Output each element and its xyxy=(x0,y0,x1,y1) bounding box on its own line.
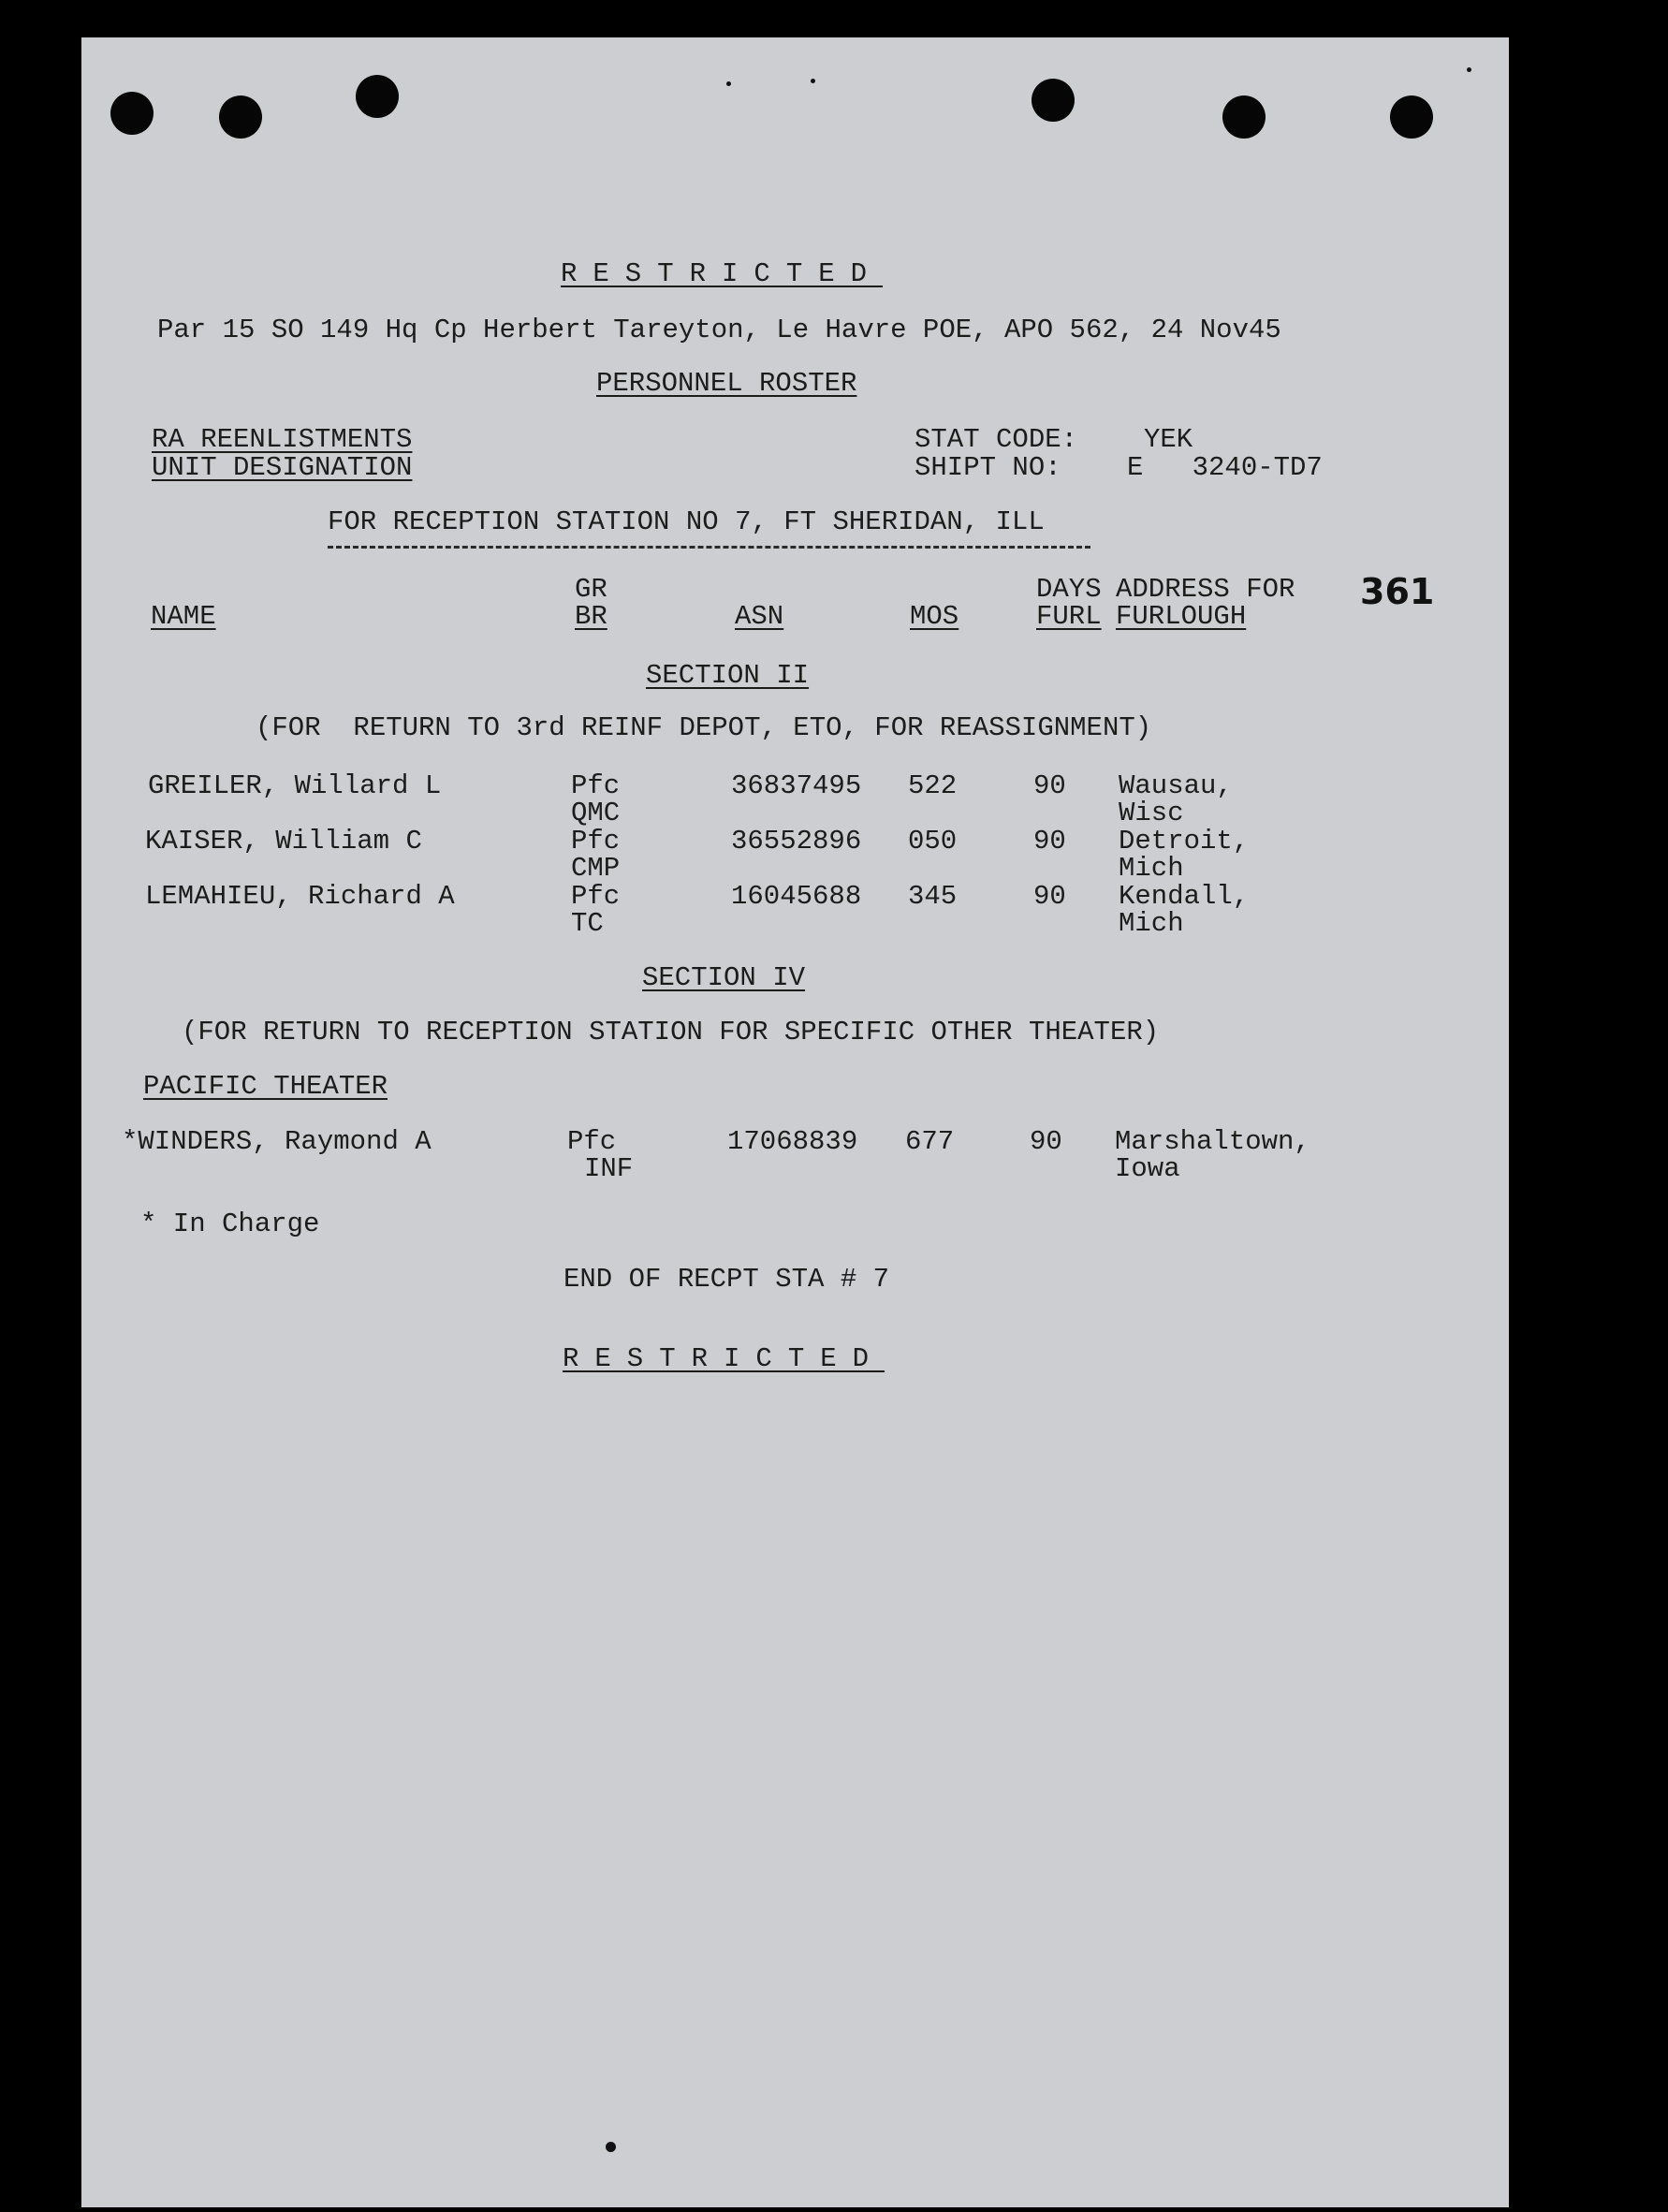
table-row-mos: 677 xyxy=(905,1126,955,1157)
stat-code-label: STAT CODE: xyxy=(914,424,1078,455)
table-row-address-state: Mich xyxy=(1119,853,1184,884)
classification-footer: RESTRICTED xyxy=(563,1343,885,1374)
destination-dashed-rule xyxy=(328,546,1090,549)
table-row-mos: 050 xyxy=(908,826,958,857)
table-row-name: *WINDERS, Raymond A xyxy=(122,1126,432,1157)
col-mos-header: MOS xyxy=(910,601,959,632)
left-block-line1: RA REENLISTMENTS xyxy=(152,424,413,455)
col-asn-header: ASN xyxy=(735,601,784,632)
stat-code-value: YEK xyxy=(1144,424,1193,455)
table-row-gr: Pfc xyxy=(571,770,621,801)
punch-hole xyxy=(1390,95,1433,139)
table-row-gr: Pfc xyxy=(571,826,621,857)
ink-speck xyxy=(1467,67,1471,72)
table-row-br: QMC xyxy=(571,798,621,828)
punch-hole xyxy=(219,95,262,139)
ink-speck xyxy=(811,79,815,83)
table-row-br: CMP xyxy=(571,853,621,884)
table-row-address: Kendall, xyxy=(1119,881,1250,912)
table-row-mos: 522 xyxy=(908,770,958,801)
table-row-days: 90 xyxy=(1030,1126,1062,1157)
footnote: * In Charge xyxy=(140,1209,320,1239)
table-row-address-state: Mich xyxy=(1119,908,1184,939)
punch-hole xyxy=(110,92,154,135)
table-row-days: 90 xyxy=(1033,770,1066,801)
col-days-header: DAYS xyxy=(1036,574,1102,605)
punch-hole xyxy=(356,75,399,118)
destination-line: FOR RECEPTION STATION NO 7, FT SHERIDAN, ILL xyxy=(328,506,1045,537)
section-iv-subtitle: (FOR RETURN TO RECEPTION STATION FOR SPECIFIC OTHER THEATER) xyxy=(182,1017,1160,1047)
document-page xyxy=(81,37,1509,2207)
ink-speck xyxy=(606,2142,616,2152)
col-gr-header: GR xyxy=(575,574,607,605)
section-iv-title: SECTION IV xyxy=(642,962,806,993)
table-row-name: LEMAHIEU, Richard A xyxy=(145,881,455,912)
table-row-mos: 345 xyxy=(908,881,958,912)
table-row-address: Marshaltown, xyxy=(1115,1126,1310,1157)
page-number: 361 xyxy=(1360,571,1435,612)
table-row-address-state: Wisc xyxy=(1119,798,1184,828)
col-br-header: BR xyxy=(575,601,607,632)
col-furlough-header: FURLOUGH xyxy=(1116,601,1247,632)
section-ii-subtitle: (FOR RETURN TO 3rd REINF DEPOT, ETO, FOR REASSIGNMENT) xyxy=(256,712,1152,743)
table-row-asn: 17068839 xyxy=(727,1126,858,1157)
pacific-theater-heading: PACIFIC THEATER xyxy=(143,1071,388,1102)
section-ii-title: SECTION II xyxy=(646,660,810,691)
table-row-days: 90 xyxy=(1033,881,1066,912)
table-row-asn: 36837495 xyxy=(731,770,862,801)
table-row-br: INF xyxy=(584,1153,634,1184)
col-furl-header: FURL xyxy=(1036,601,1102,632)
table-row-asn: 16045688 xyxy=(731,881,862,912)
order-reference: Par 15 SO 149 Hq Cp Herbert Tareyton, Le Havre POE, APO 562, 24 Nov45 xyxy=(157,315,1281,345)
ink-speck xyxy=(726,81,731,86)
col-name-header: NAME xyxy=(151,601,216,632)
table-row-days: 90 xyxy=(1033,826,1066,857)
table-row-gr: Pfc xyxy=(571,881,621,912)
table-row-address-state: Iowa xyxy=(1115,1153,1180,1184)
col-address-header: ADDRESS FOR xyxy=(1116,574,1295,605)
table-row-asn: 36552896 xyxy=(731,826,862,857)
classification-header: RESTRICTED xyxy=(561,258,884,289)
punch-hole xyxy=(1032,79,1075,122)
shipt-no-label: SHIPT NO: xyxy=(914,452,1061,483)
table-row-name: GREILER, Willard L xyxy=(148,770,442,801)
left-block-line2: UNIT DESIGNATION xyxy=(152,452,413,483)
end-line: END OF RECPT STA # 7 xyxy=(563,1264,890,1295)
table-row-name: KAISER, William C xyxy=(145,826,422,857)
table-row-address: Wausau, xyxy=(1119,770,1233,801)
table-row-address: Detroit, xyxy=(1119,826,1250,857)
roster-title: PERSONNEL ROSTER xyxy=(596,368,857,399)
table-row-gr: Pfc xyxy=(567,1126,617,1157)
shipt-no-value: E 3240-TD7 xyxy=(1127,452,1323,483)
punch-hole xyxy=(1222,95,1266,139)
table-row-br: TC xyxy=(571,908,604,939)
